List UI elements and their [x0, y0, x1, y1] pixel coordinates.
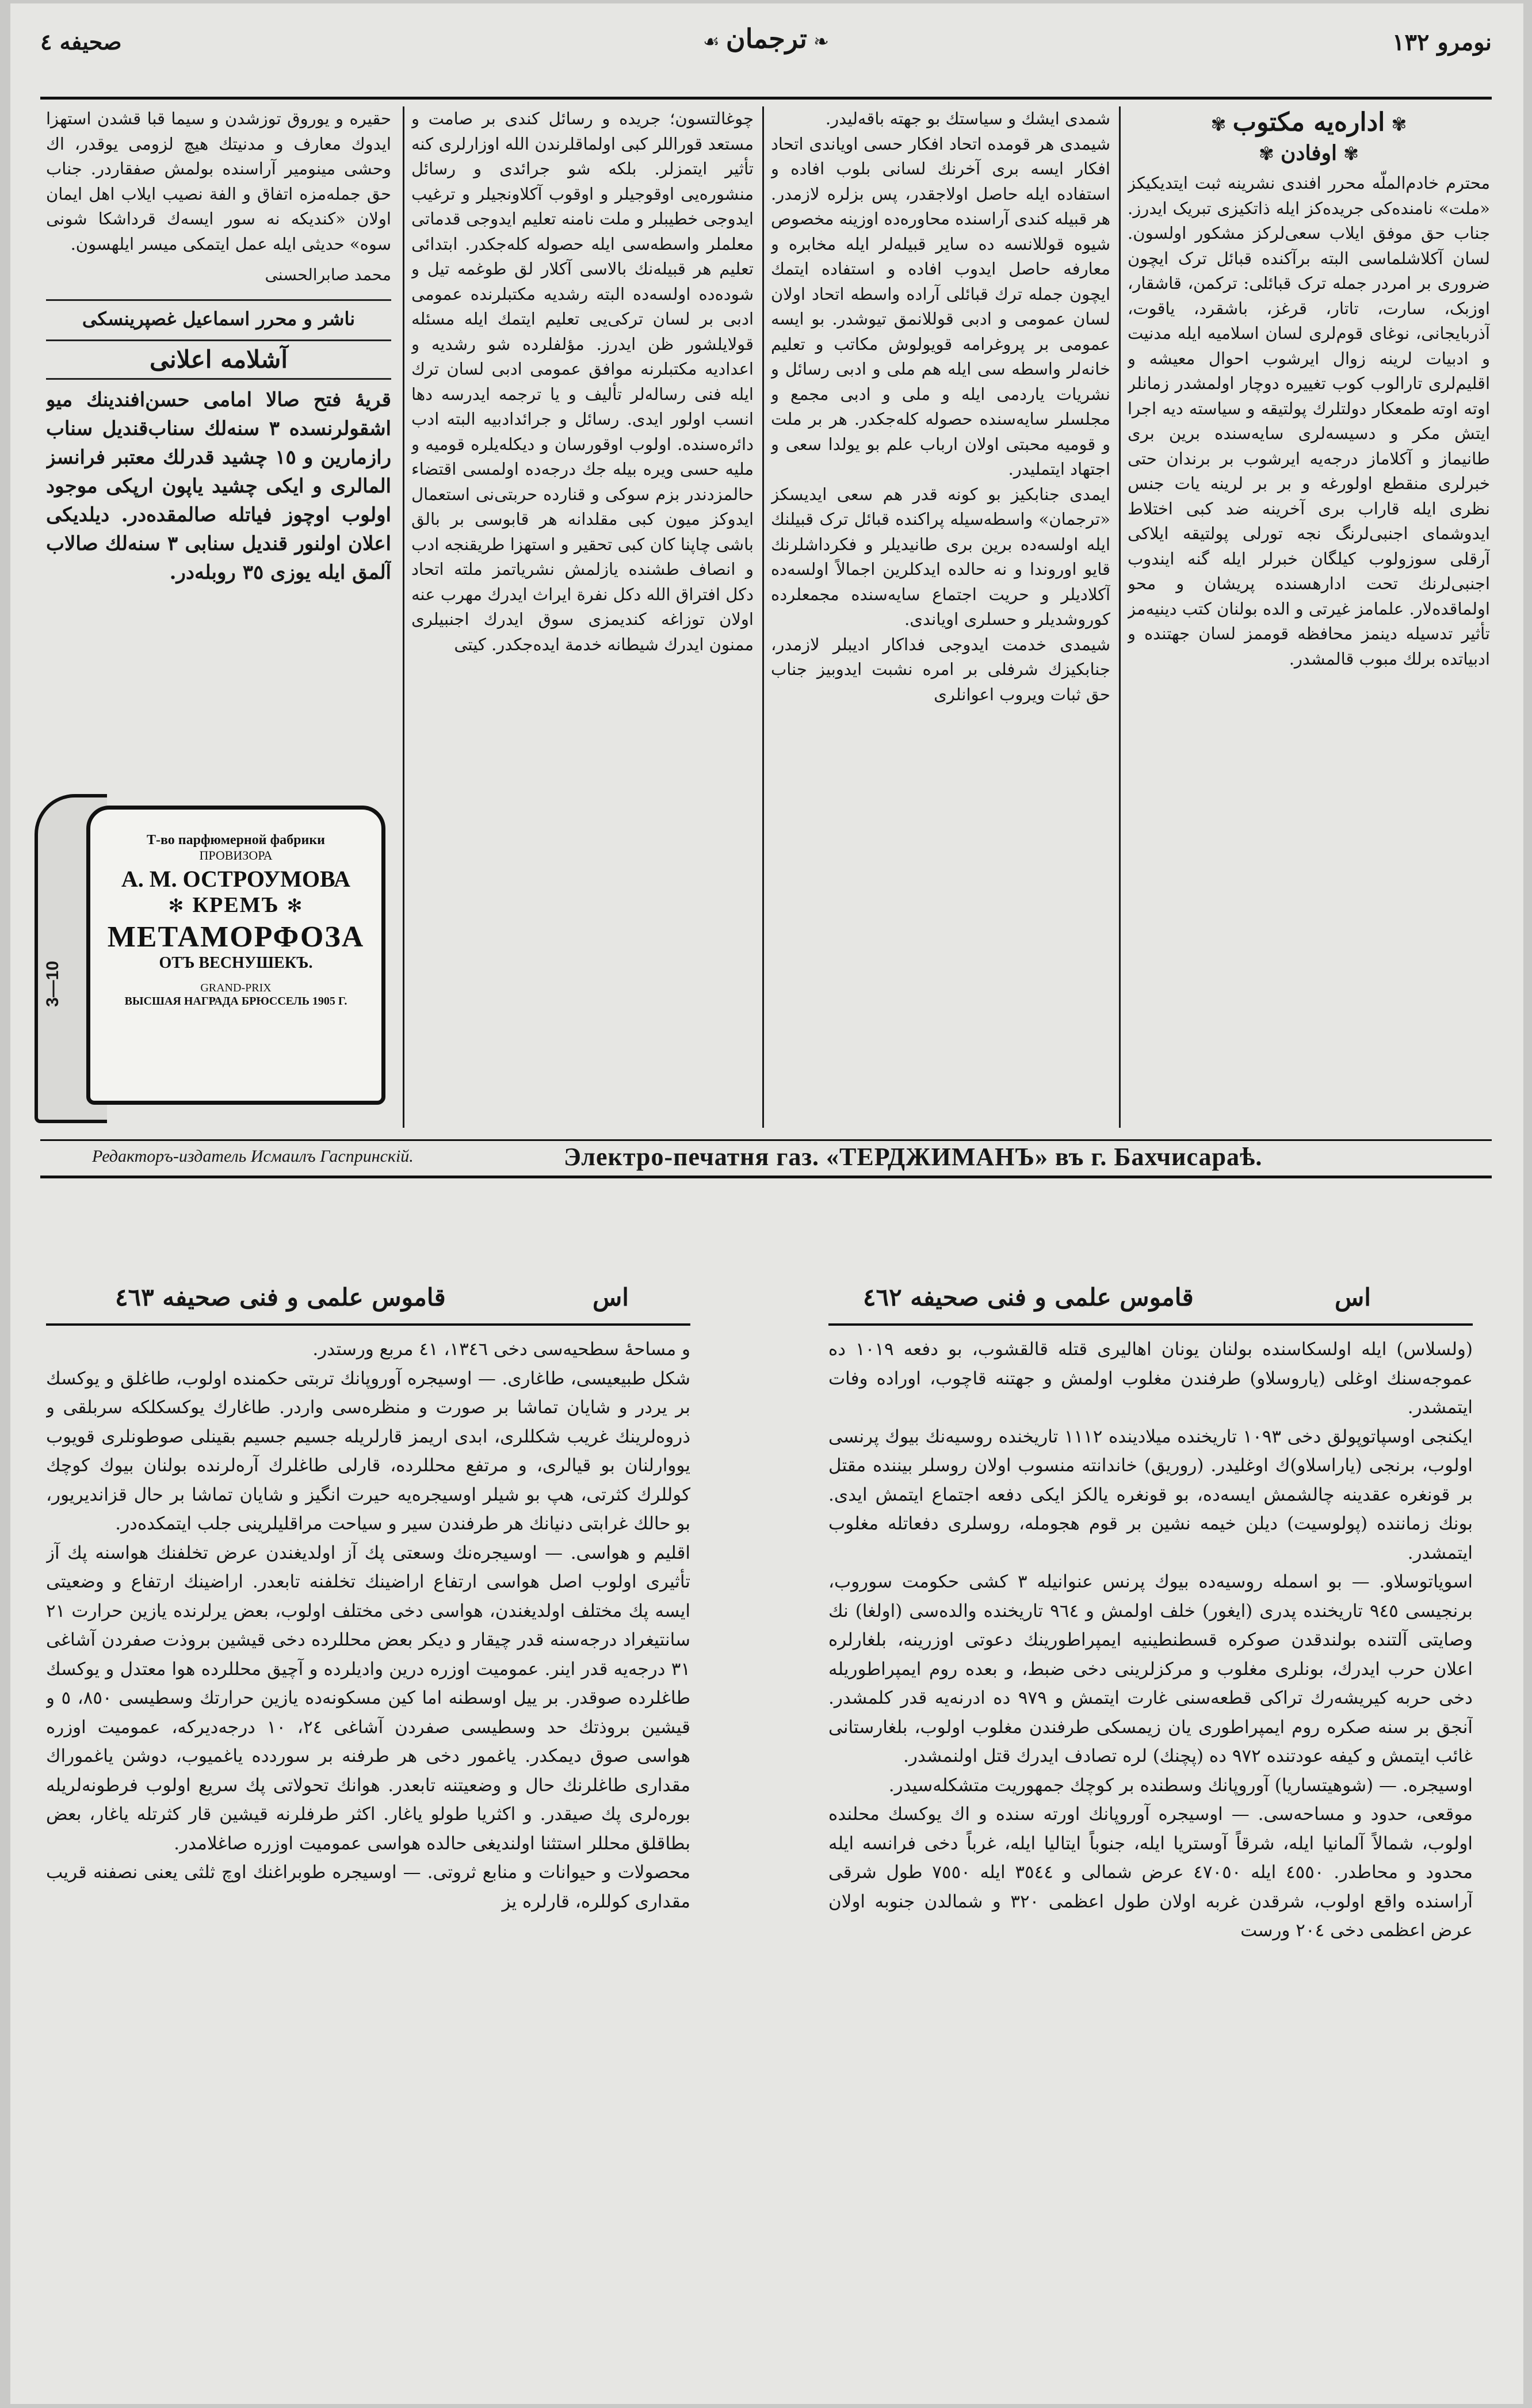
ad-line: GRAND-PRIX — [200, 982, 272, 994]
announcement-body: قریهٔ فتح صالا امامی حسن‌افندینك میو اشقولرنسده ٣ سنه‌لك سناب‌قندیل سناب رازمارین و ١٥ چشید قدرلك معتبر فرانسز المالری و ایکی چشید یاپون ارپکی موجود اولوب اوچوز فیاتله صالمقده‌در. دیلدیکی اعلان اولنور قندیل سنابی ٣ سنه‌لك صالاب آلمق ایله یوزی ٣٥ روبله‌در. — [46, 388, 391, 584]
header-rule — [40, 97, 1492, 100]
ornament-icon: ☙ — [703, 30, 726, 52]
ad-line: А. М. ОСТРОУМОВА — [121, 866, 351, 892]
paragraph: محصولات و حیوانات و منابع ثروتی. — اوسیجره طوبراغنك اوچ ثلثی یعنی نصفنه قریب مقداری کوللره، قارلره یز — [46, 1862, 690, 1912]
paragraph: محترم خادم‌الملّه محرر افندی نشرینه ثبت ایتدیکیکز «ملت» نامنده‌کی جریده‌کز ایله ذاتکیزی تبریک ایدرز. جناب حق موفق ایلاب سعی‌لرکز مشکور اولسون. لسان آکلاشلماسی البته برآکنده قبائل ترک ایچون ضروری بر امردر جمله ترک قبائلی: ترکمن، قاشقار، اوزبک، سارت، تاتار، قرغز، باشقرد، یاقوت، آذربایجانی، نوغای قوم‌لری لسان اسلامیه ایله مدنیت و ادبیات لرینه زوال ایرشوب احوال معیشه و اقلیم‌لری تارالوب کوب تغییره دوچار اولمشدر زمانلر اوته اوته طمعکار دولتلرك پولتیقه و سیاسته دیه اجرا ایتش مکر و دسیسه‌لری سایه‌سنده برین بری طانیماز و آکلاماز درجه‌یه ایرشوب بر برندان حتی خبرلری منقطع اولورغه و بر بر لرینه یات جنس نظری ایله قاراب بری آخرینه ضد کبی اختلاط ایدوشمای اجنبی‌لرنگ نجه تورلی پولتیقه ایلاکی آرقلی سوزولوب کیلگان خبرلر ایله گنه ایندوب اجنبی‌لرنك تحت ادارهسنده پریشان و محو اولماقده‌لار. علمامز غیرتی و الده بولنان کتب دینیه‌مز تأثیر تدسیله دینمز محافظه قوممز لسان جهتنده و ادبیاتده برلك مبوب قالمشدر. — [1128, 173, 1490, 669]
issue-number: نومرو ١٣٢ — [1392, 29, 1492, 56]
ad-line-text: КРЕМЪ — [192, 893, 280, 917]
lower-left-body — [46, 1335, 690, 2382]
imprint-editor: Редакторъ-издатель Исмаилъ Гаспринскій. — [92, 1147, 414, 1166]
imprint-printer: Электро-печатня газ. «ТЕРДЖИМАНЪ» въ г. Бахчисараѣ. — [564, 1143, 1263, 1171]
column-left — [46, 106, 391, 797]
lower-right-header-letters: اس — [1335, 1283, 1371, 1311]
ad-line: МЕТАМОРФОЗА — [107, 921, 365, 953]
paragraph: شکل طبیعیسی، طاغاری. — اوسیجره آوروپانك تربتی حکمنده اولوب، طاغلق و یوکسك بر یردر و شایان تماشا بر صورت و منظره‌سی واردر. طاغارك یوکسکلکه سربلقی و ذروه‌لرینك غریب شکللری، ابدی اریمز قارلریله جسیم جسیم بقینلی صوطونلری قویوب یووارلنان بو قیالری، و مرتفع محللرده، قارلی طاغلرك آره‌لرنده بولنان بیوك کوچك کوللرك کثرتی، هپ بو شیلر اوسیجره‌یه حیرت انگیز و شایان تماشا بر حال قزاندیریور، بو حالك غرابتی دنیانك هر طرفندن سیر و سیاحت مراقلیلرینی جلب ایتمکده‌در. — [46, 1368, 690, 1534]
paragraph: اوسیجره. — (شوهیتساریا) آوروپانك وسطنده بر کوچك جمهوریت متشکله‌سیدر. — [888, 1774, 1473, 1796]
letter-subtitle-text: اوفادن — [1280, 140, 1338, 165]
paragraph: اسویاتوسلاو. — بو اسمله روسیه‌ده بیوك پرنس عنوانیله ٣ کشی حکومت سوروب، برنجیسی ٩٤٥ تاریخنده پدری (ایغور) خلف اولمش و ٩٦٤ تاریخنده والده‌سی (اولغا) نك وصایتی آلتنده بولندقدن صوکره قسطنطینیه ایمپراطورینك دعوتی اوزرینه، بلغارلره اعلان حرب ایدرك، بونلری مغلوب و مرکزلرینی دخی ضبط، و بعده روم ایمپراطوریله دخی حربه کیریشه‌رك تراکی قطعه‌سنی غارت ایتمش و ٩٧٩ ده ادرنه‌یه قدر کلمشدر. آنجق بر سنه صکره روم ایمپراطوری یان زیمسکی طرفندن مغلوب اولوب، بلغارستانی غائب ایتمش و کیفه عودتنده ٩٧٢ ده (پچنك) لره تصادف ایدرك قتل اولنمشدر. — [828, 1571, 1473, 1766]
paper-name — [703, 23, 829, 54]
page-label: صحیفه ٤ — [40, 29, 122, 55]
letter-title-text: اداره‌یه مکتوب — [1232, 108, 1385, 137]
ornament-icon: ✾ — [1210, 113, 1233, 135]
column-center-right — [771, 106, 1110, 1125]
paragraph: ایمدی جنابکیز بو کونه قدر هم سعی ایدیسکز «ترجمان» واسطه‌سیله پراکنده قبائل ترک قبیلنك ایله اولسه‌ده برین بری طانیدیلر و فکرداشلرنك قایو اوروندا و نه حالده ایدکلرین اجمالاً اولسه‌ده آکلادیلر و حریت اجتماع سایه‌سنده مجمعلرده کوروشدیلر و حسلری اویاندی. — [771, 484, 1110, 629]
paragraph: موقعی، حدود و مساحه‌سی. — اوسیجره آوروپانك اورته سنده و اك یوکسك محلنده اولوب، شمالاً آلمانیا ایله، شرقاً آوستریا ایله، جنوباً ایتالیا ایله، غرباً دخی فرانسه ایله محدود و محاطدر. ٤٥٥٠ ایله ٤٧٠٥٠ عرض شمالی و ٣٥٤٤ ایله ٧٥٥٠ طول شرقی آراسنده واقع اولوب، شرقدن غربه اولان طول اعظمی ٣٢٠ و شمالدن جنوبه اولان عرض اعظمی دخی ٢٠٤ ورست — [828, 1804, 1473, 1941]
ad-line: Т-во парфюмерной фабрики — [146, 833, 326, 848]
ornament-icon: ✾ — [1385, 113, 1407, 135]
paragraph: چوغالتسون؛ جریده و رسائل کندی بر صامت و مستعد قوراللر کبی اولماقلرندن الله اوزارلری کنه تأثیر ایتمزلر. بلکه شو جرائدی و رسائل منشوره‌یی اوقوجیلر و اوقوب آکلاونجیلر و ترغیب ایدوجی خطیبلر و ملت نامنه تعلیم ایدوجی قدماتی معلملر واسطه‌سی ایله حصوله کله‌جکدر. ابتدائی تعلیم هر قبیله‌نك بالاسی آکلار لق طوغمه تیل و شوده‌ده اولسه‌ده البته رشدیه مکتبلرنده عمومی ادبی بر لسان ترکی‌یی تعلیم ایتمك ایله مسئله قولایلشور ظن ایدرز. مؤلفلرده شو رشدیه و اعدادیه مکتبلرنه موافق عمومی ادبی لسان ترك ایله فنی رساله‌لر تألیف و یا ترجمه ایدرسه دها انسب اولور ایدی. رسائل و جرائدادبیه البته ادب دائره‌سنده. اولوب اوقورسان و دیکله‌یلره قومیه و ملیه حسی ویره بیله جك درجه‌ده اولمسی اقتضاء حالمزدندر بزم سوکی و قنارده حربتی‌نی استعمال ایدوكز میون کبی مقلدانه هر قابوسی بر بالق باشی چاپنا کان کبی تحقیر و استهزا طریقنجه ادب و انصاف طشنده یازلمش نشریاتمز ملته اتحاد دکل افتراق الله دکل نفرة ایراث ایدرك مهرب عنه اولان توزاغه کندیمزی سوق ایدرك اجنبیلری ممنون ایدرك شیطانه خدمة ایده‌جکدر. کیتی — [411, 109, 754, 654]
lower-left-header-title: قاموس علمی و فنی صحیفه ٤٦٣ — [115, 1283, 446, 1311]
ad-line: ОТЪ ВЕСНУШЕКЪ. — [159, 954, 313, 972]
divider — [46, 299, 391, 301]
column-divider — [1119, 106, 1121, 1128]
ad-side-number: 3—10 — [43, 960, 62, 1007]
star-icon: ✻ — [279, 895, 304, 917]
ad-line: ВЫСШАЯ НАГРАДА БРЮССЕЛЬ 1905 Г. — [124, 995, 347, 1008]
letter-title — [1128, 110, 1490, 138]
signature: محمد صابرالحسنی — [265, 265, 391, 284]
paragraph: ایکنجی اوسپاتوپولق دخی ١٠٩٣ تاریخنده میلادینده ١١١٢ تاریخنده روسیه‌نك بیوك پرنسی اولوب، برنجی (یاراسلاو)ك اوغلیدر. (روریق) خاندانته منسوب اولان روسلر بیننده مقتل بر قونغره عقدینه چالشمش ایسه‌ده، بو قونغره یالکز ایکی دفعه اجتماع ایتمش ایدی. بونك زماننده (پولوسیت) دیلن خیمه نشین بر قوم هجومله، روسلری دفعاتله مغلوب ایتمشدر. — [828, 1426, 1473, 1563]
lower-right-header-title: قاموس علمی و فنی صحیفه ٤٦٢ — [863, 1283, 1194, 1311]
star-icon: ✻ — [168, 895, 193, 917]
imprint-bar — [40, 1139, 1492, 1178]
column-divider — [762, 106, 764, 1128]
lower-left-rule — [46, 1323, 690, 1326]
lower-left-header-letters: اس — [593, 1283, 629, 1311]
paragraph: شیمدی هر قومده اتحاد افکار حسی اویاندی اتحاد افکار ایسه بری آخرنك لسانی بلوب افاده و استفاده ایله حاصل اولاجقدر، پس بزلره لازمدر. هر قبیله کندی آراسنده محاوره‌ده اوزینه مخصوص شیوه قوللانسه ده سایر قبیله‌لر ایله مخابره و معارفه حاصل ایدوب افاده و استفاده ایتمك ایچون جمله ترك قبائلی آراده واسطه اتحاد اولان لسان عمومی و ادبی قوللانمق تیوشدر. بو ایسه عمومی بر پروغرامه قویولوش مکاتب و تعلیم خانه‌لر واسطه سی ایله هم ملی و ادبی رسائل و نشریات یاردمی ایله و ملی و ادبی مجمع و مجلسلر سایه‌سنده حصوله کله‌جکدر. هر بر ملت و قومیه محبتی اولان ارباب علم بو یولدا سعی و اجتهاد ایتملیدر. — [771, 133, 1110, 479]
lower-right-rule — [828, 1323, 1473, 1326]
ornament-icon: ✾ — [1337, 142, 1359, 165]
ad-line — [90, 892, 381, 918]
advertisement — [86, 806, 385, 1105]
lower-right-body — [828, 1335, 1473, 2382]
column-center-left — [411, 106, 754, 1125]
paper-name-text: ترجمان — [725, 23, 807, 54]
paragraph: (ولسلاس) ایله اولسکاسنده بولنان یونان اهالیری قتله قالقشوب، بو دفعه ١٠١٩ ده عموجه‌سنك اوغلی (یاروسلاو) طرفندن مغلوب اولمش و جهتنه قاچوب، اوراده وفات ایتمشدر. — [828, 1339, 1473, 1418]
paragraph: شمدی ایشك و سیاستك بو جهته باقه‌لیدر. — [825, 109, 1110, 128]
column-divider — [403, 106, 404, 1128]
publisher-line: ناشر و محرر اسماعیل غصپرینسکی — [82, 307, 356, 330]
ornament-icon: ❧ — [807, 30, 829, 52]
letter-subtitle — [1128, 141, 1490, 167]
paragraph: شیمدی خدمت ایدوجی فداکار ادیبلر لازمدر، جنابکیزك شرفلی بر امره نشبت ایدوبیز جناب حق ثبات ویروب اعوانلری — [771, 634, 1110, 704]
masthead — [40, 23, 1492, 92]
paragraph: و مساحهٔ سطحیه‌سی دخی ١٣٤٦، ٤١ مربع ورستدر. — [312, 1339, 690, 1360]
paragraph: اقلیم و هواسی. — اوسیجره‌نك وسعتی پك آز اولدیغندن عرض تخلفنك هواسنه پك آز تأثیری اولوب اصل هواسی ارتفاع اراضینك تخلفنه تابعدر. اراضینك ارتفاع و وضعیتی ایسه پك مختلف اولدیغندن، هواسی دخی مختلف اولوب، بعض یرلرنده یازین حرارت ٢١ سانتیغراد درجه‌سنه قدر چیقار و دیکر بعض محللرده دخی قیشین بروذت صفردن آشاغی ٣١ درجه‌یه قدر اینر. عمومیت اوزره درین وادیلرده و آچیق محللرده هوا معتدل و یوکسك طاغلرده صوقدر. بر ییل اوسطنه اما کین مسکونه‌ده یازین حرارتك وسطیسی ٨٥٠، ٥ و قیشین بروذتك حد وسطیسی صفردن آشاغی ٢٤، ١٠ درجه‌دیرکه، عمومیت اوزره هواسی صوق دیمکدر. یاغمور دخی هر طرفنه بر سوردده یاغمیوب، دوشن یاغموراك مقداری طاغلرنك حال و وضعیتنه تابعدر. هوانك تحولاتی پك سریع اولوب فرطونه‌لریله بوره‌لری پك صیقدر. و اکثریا طولو یاغار. اکثر طرفلرنه قیشین قار کثرتله یاغار، بعض بطاقلق محللر استثنا اولندیغی حالده هواسی عمومیت اوزره صاغلامدر. — [46, 1542, 690, 1854]
column-letter — [1128, 106, 1490, 1125]
ornament-icon: ✾ — [1259, 142, 1281, 165]
paragraph: حقیره و یوروق توزشدن و سیما قبا قشدن استهزا ایدوك معارف و مدنیتك هیچ لزومی یوقدر، اك وحشی مینومیر آراسنده بولمش صفقاردر. جناب حق جمله‌مزه اتفاق و الفة نصیب ایلاب اهل ایمان اولان «کندیکه نه سور ایسه‌ك قرداشکا شونی سوه» حدیثی ایله عمل ایتمکی میسر ایلهسون. — [46, 109, 391, 254]
announcement-title: آشلامه اعلانی — [46, 339, 391, 380]
ad-line: ПРОВИЗОРА — [199, 848, 273, 863]
